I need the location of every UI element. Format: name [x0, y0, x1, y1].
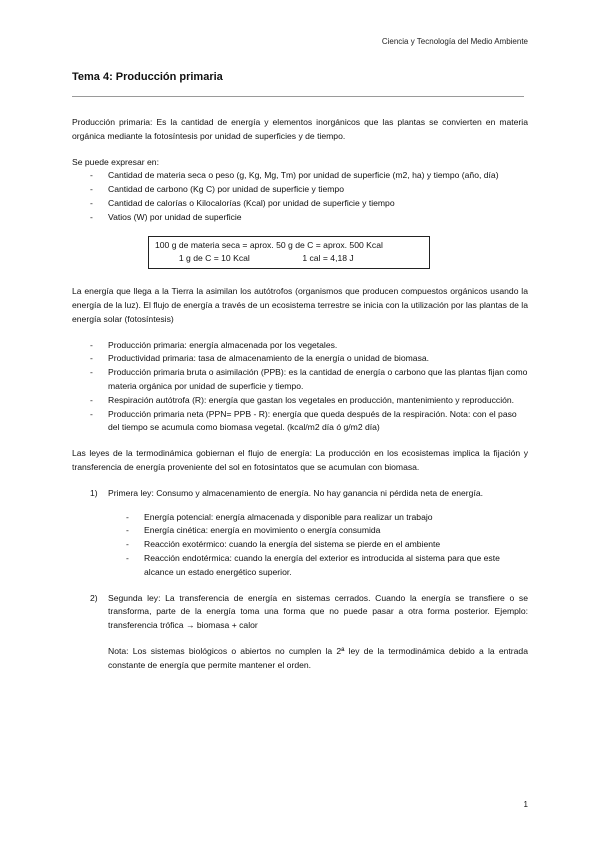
page-number: 1 [523, 800, 528, 809]
list-item: - Vatios (W) por unidad de superficie [72, 211, 528, 225]
law-note: Nota: Los sistemas biológicos o abiertos no cumplen la 2ª ley de la termodinámica debido a la entrada constante de energía que permite mantener el orden. [108, 645, 528, 670]
units-list [72, 169, 528, 224]
expression-intro: Se puede expresar en: [72, 156, 159, 167]
law-text: Segunda ley: La transferencia de energía en sistemas cerrados. Cuando la energía se transfiere o se transforma, parte de la energía toma una forma que no puede pasar a otra forma posterior. Ejemplo: transferencia trófica → biomasa + calor [108, 592, 528, 631]
definition-paragraph: Producción primaria: Es la cantidad de energía y elementos inorgánicos que las plantas se convierten en materia orgánica mediante la fotosíntesis por unidad de superficies y de tiempo. [72, 117, 528, 141]
list-item: - Respiración autótrofa (R): energía que gastan los vegetales en producción, mantenimiento y reproducción. [72, 394, 528, 408]
law-number: 1) [90, 487, 98, 498]
conversion-box [148, 236, 430, 270]
list-item: - Cantidad de calorías o Kilocalorías (Kcal) por unidad de superficie y tiempo [72, 197, 528, 211]
title-divider [72, 96, 524, 97]
list-item: - Energía potencial: energía almacenada y disponible para realizar un trabajo [108, 511, 528, 525]
laws-list [72, 487, 528, 673]
law-sublist [108, 511, 528, 580]
law-text: Primera ley: Consumo y almacenamiento de energía. No hay ganancia ni pérdida neta de energía. [108, 487, 484, 498]
definitions-list [72, 339, 528, 436]
list-item: - Reacción exotérmico: cuando la energía del sistema se pierde en el ambiente [108, 538, 528, 552]
list-item: - Cantidad de materia seca o peso (g, Kg, Mg, Tm) por unidad de superficie (m2, ha) y tiempo (año, día) [72, 169, 528, 183]
list-item: - Energía cinética: energía en movimiento o energía consumida [108, 524, 528, 538]
formula-line: 1 g de C = 10 Kcal 1 cal = 4,18 J [155, 253, 354, 264]
law-number: 2) [90, 592, 98, 603]
law-item [72, 592, 528, 673]
list-item: - Producción primaria bruta o asimilación (PPB): es la cantidad de energía o carbono que las plantas fijan como materia orgánica por unidad de superficie y tiempo. [72, 366, 528, 394]
page-title: Tema 4: Producción primaria [72, 71, 223, 83]
list-item: - Producción primaria: energía almacenada por los vegetales. [72, 339, 528, 353]
list-item: - Cantidad de carbono (Kg C) por unidad de superficie y tiempo [72, 183, 528, 197]
list-item: - Productividad primaria: tasa de almacenamiento de la energía o unidad de biomasa. [72, 352, 528, 366]
energy-paragraph: La energía que llega a la Tierra la asimilan los autótrofos (organismos que producen compuestos orgánicos usando la energía de la luz). El flujo de energía a través de un ecosistema terrestre se inicia con la utilización por las plantas de la energía solar (fotosíntesis) [72, 286, 528, 324]
thermodynamics-paragraph: Las leyes de la termodinámica gobiernan el flujo de energía: La producción en los ecosistemas implica la fijación y transferencia de energía proveniente del sol en fotosintatos que se acumulan con biomasa. [72, 448, 528, 472]
running-header: Ciencia y Tecnología del Medio Ambiente [381, 37, 528, 46]
formula-line: 100 g de materia seca = aprox. 50 g de C = aprox. 500 Kcal [155, 239, 383, 250]
document-body [72, 116, 528, 673]
law-item [72, 487, 528, 580]
list-item: - Reacción endotérmica: cuando la energía del exterior es introducida al sistema para que este alcance un estado energético superior. [108, 552, 528, 580]
list-item: - Producción primaria neta (PPN= PPB - R): energía que queda después de la respiración. Nota: con el paso del tiempo se acumula como biomasa vegetal. (kcal/m2 día ó g/m2 día) [72, 408, 528, 436]
